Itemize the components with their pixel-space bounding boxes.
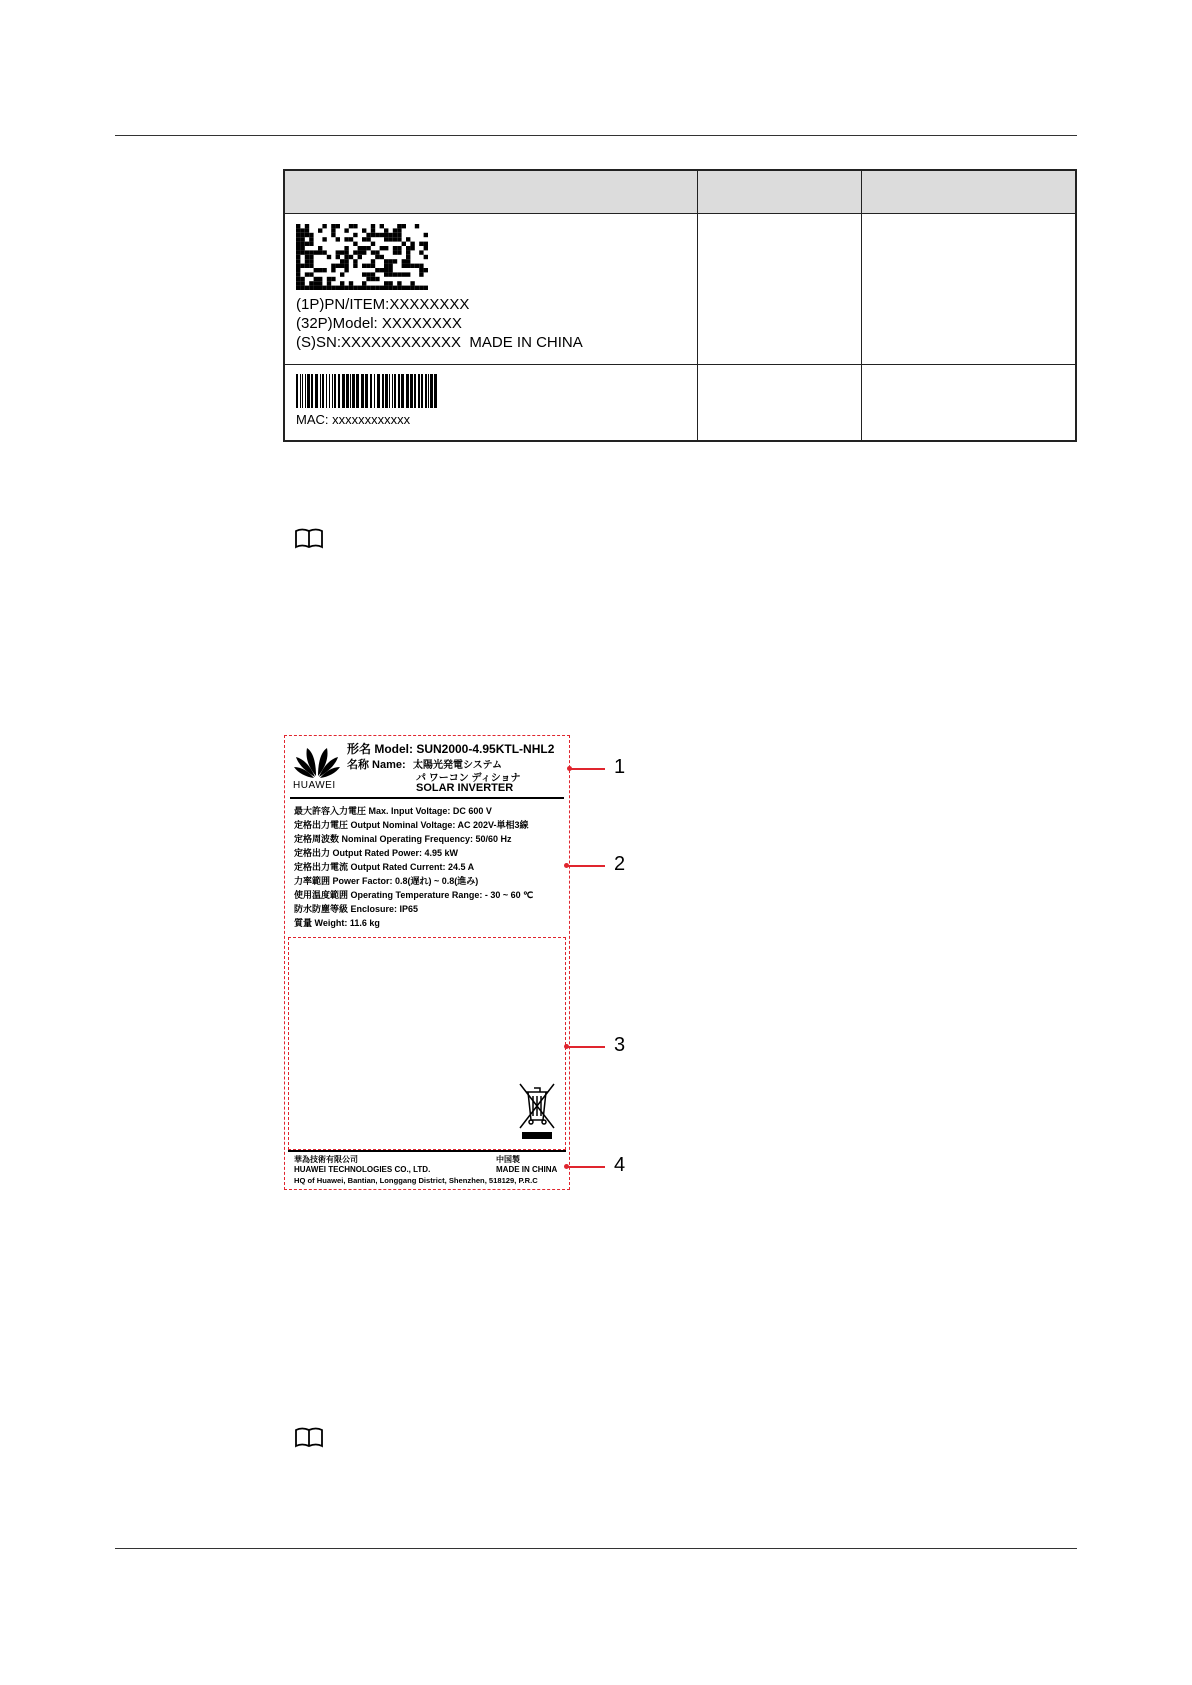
book-icon — [294, 528, 324, 550]
made-cn: 中国製 — [496, 1155, 520, 1164]
huawei-logo-icon — [293, 742, 341, 778]
name-jp-2: パ ワーコン ディショナ — [416, 773, 521, 784]
callout-line — [567, 865, 605, 867]
header-separator — [290, 797, 564, 799]
callout-line — [567, 1046, 605, 1048]
column-divider — [697, 171, 698, 440]
spec-line: 定格周波数 Nominal Operating Frequency: 50/60 Hz — [294, 834, 512, 844]
crossed-out-bin-icon — [517, 1082, 557, 1140]
table-header-row — [285, 171, 1075, 214]
table-row — [285, 365, 1075, 440]
book-icon — [294, 1427, 324, 1449]
callout-number: 2 — [614, 853, 626, 875]
spec-line: 定格出力電圧 Output Nominal Voltage: AC 202V-単相3線 — [294, 820, 529, 830]
made-en: MADE IN CHINA — [496, 1165, 558, 1174]
model-line: (32P)Model: XXXXXXXX — [296, 315, 462, 332]
mac-line: MAC: xxxxxxxxxxxx — [296, 412, 411, 427]
name-label: 名称 Name: — [347, 759, 406, 771]
label-table — [283, 169, 1077, 442]
spec-line: 防水防塵等級 Enclosure: IP65 — [294, 904, 419, 914]
spec-line: 定格出力電流 Output Rated Current: 24.5 A — [294, 862, 475, 872]
footer-separator — [288, 1150, 566, 1152]
spec-line: 質量 Weight: 11.6 kg — [294, 918, 380, 928]
callout-number: 1 — [614, 756, 626, 778]
footer-rule — [115, 1548, 1077, 1549]
company-cn: 華為技術有限公司 — [294, 1155, 358, 1164]
pn-item-line: (1P)PN/ITEM:XXXXXXXX — [296, 296, 470, 313]
name-jp-1: 太陽光発電システム — [413, 760, 502, 771]
model-text: 形名 Model: SUN2000-4.95KTL-NHL2 — [347, 742, 555, 756]
callout-number: 4 — [614, 1154, 626, 1176]
table-row — [285, 214, 1075, 365]
spec-list — [294, 804, 533, 930]
spec-line: 力率範囲 Power Factor: 0.8(遅れ) ~ 0.8(進み) — [294, 876, 479, 886]
spec-line: 最大許容入力電圧 Max. Input Voltage: DC 600 V — [294, 806, 492, 816]
sn-line: (S)SN:XXXXXXXXXXXX MADE IN CHINA — [296, 334, 583, 351]
callout-number: 3 — [614, 1034, 626, 1056]
callout-line — [567, 1166, 605, 1168]
mac-barcode — [296, 374, 438, 408]
brand-name: HUAWEI — [293, 780, 336, 791]
name-en: SOLAR INVERTER — [416, 782, 514, 794]
header-rule — [115, 135, 1077, 136]
column-divider — [861, 171, 862, 440]
nameplate — [284, 735, 570, 1190]
company-en: HUAWEI TECHNOLOGIES CO., LTD. — [294, 1165, 431, 1174]
spec-line: 定格出力 Output Rated Power: 4.95 kW — [294, 848, 459, 858]
data-matrix-code — [296, 224, 428, 290]
callout-line — [570, 768, 605, 770]
address-line: HQ of Huawei, Bantian, Longgang District, Shenzhen, 518129, P.R.C — [294, 1176, 538, 1185]
spec-line: 使用温度範囲 Operating Temperature Range: - 30 ~ 60 ℃ — [294, 890, 534, 900]
